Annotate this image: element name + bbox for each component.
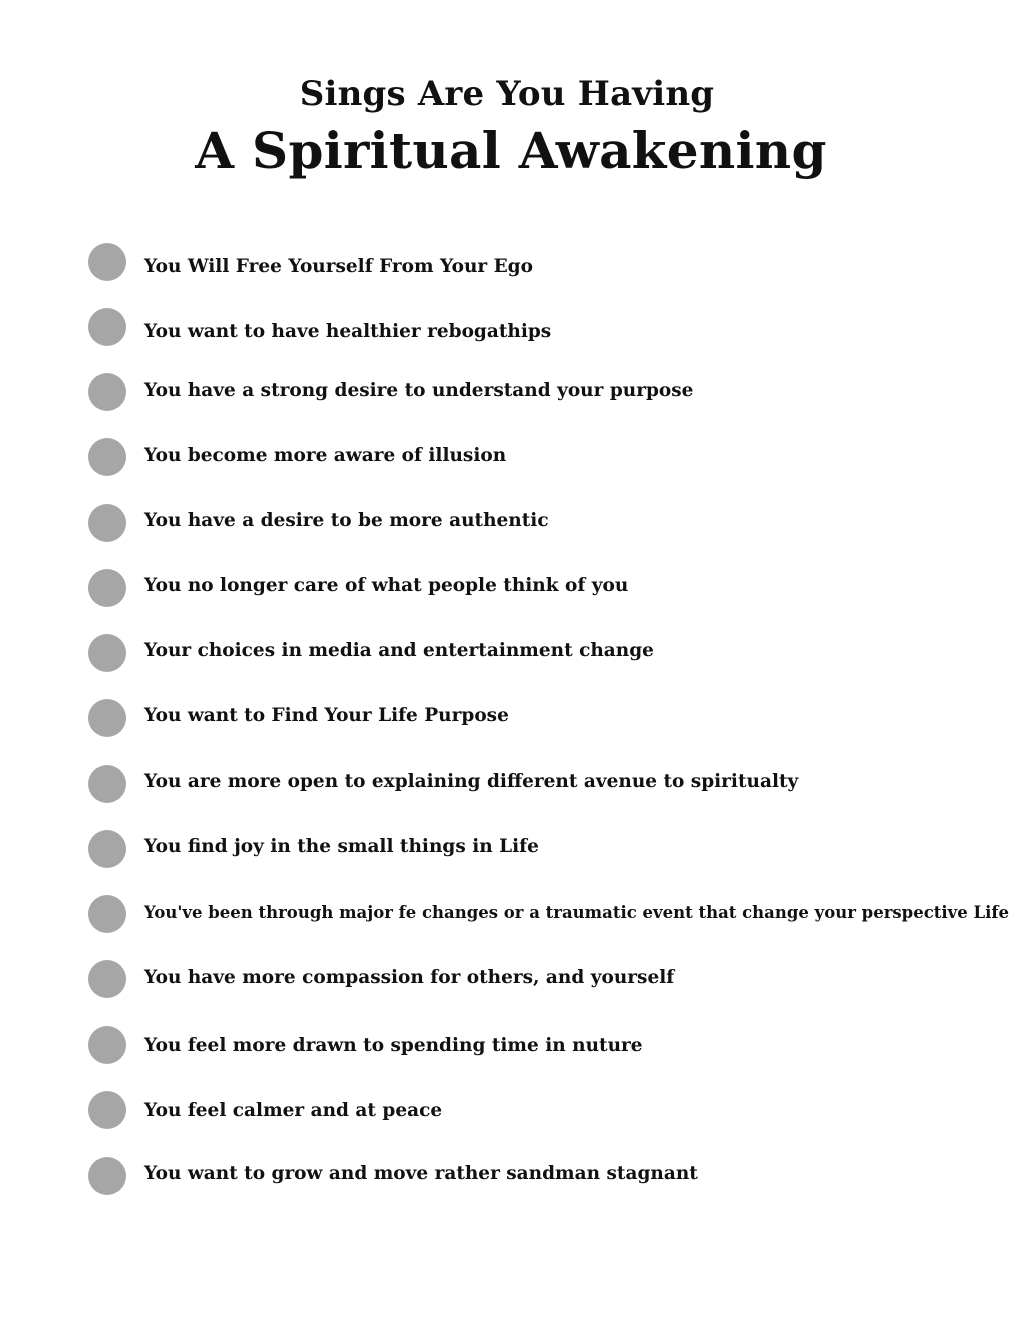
bullet-circle-icon (88, 1091, 126, 1129)
list-item-label: You feel more drawn to spending time in nuture (144, 1034, 643, 1056)
list-item-label: You want to Find Your Life Purpose (144, 704, 509, 726)
list-item (88, 243, 533, 281)
list-item (88, 504, 549, 542)
list-item (88, 438, 506, 476)
list-item-label: You have more compassion for others, and yourself (144, 966, 675, 988)
list-item-label: You want to have healthier rebogathips (144, 320, 552, 342)
bullet-circle-icon (88, 634, 126, 672)
list-item (88, 1026, 643, 1064)
list-item (88, 373, 693, 411)
bullet-circle-icon (88, 699, 126, 737)
list-item-label: You feel calmer and at peace (144, 1099, 443, 1121)
list-item (88, 569, 628, 607)
list-item-label: You've been through major fe changes or a traumatic event that change your perspective Life (144, 902, 1009, 922)
list-item-label: You are more open to explaining different avenue to spiritualty (144, 770, 799, 792)
page-title: A Spiritual Awakening (195, 121, 827, 180)
bullet-circle-icon (88, 438, 126, 476)
list-item (88, 895, 1009, 933)
list-item (88, 1157, 698, 1195)
list-item-label: You find joy in the small things in Life (144, 835, 539, 857)
bullet-circle-icon (88, 373, 126, 411)
list-item (88, 634, 654, 672)
list-item-label: You have a strong desire to understand your purpose (144, 379, 694, 401)
list-item (88, 830, 539, 868)
list-item-label: You have a desire to be more authentic (144, 509, 549, 531)
list-item-label: You want to grow and move rather sandman stagnant (144, 1162, 698, 1184)
bullet-circle-icon (88, 504, 126, 542)
list-item (88, 765, 798, 803)
bullet-circle-icon (88, 308, 126, 346)
list-item-label: You no longer care of what people think of you (144, 574, 629, 596)
bullet-circle-icon (88, 960, 126, 998)
bullet-circle-icon (88, 830, 126, 868)
bullet-circle-icon (88, 895, 126, 933)
list-item (88, 960, 674, 998)
list-item (88, 308, 551, 346)
list-item (88, 699, 509, 737)
bullet-circle-icon (88, 1157, 126, 1195)
list-item-label: Your choices in media and entertainment change (144, 639, 654, 661)
bullet-circle-icon (88, 569, 126, 607)
bullet-circle-icon (88, 765, 126, 803)
list-item (88, 1091, 442, 1129)
bullet-circle-icon (88, 1026, 126, 1064)
bullet-circle-icon (88, 243, 126, 281)
page-subtitle: Sings Are You Having (299, 74, 715, 114)
list-item-label: You become more aware of illusion (144, 444, 507, 466)
list-item-label: You Will Free Yourself From Your Ego (144, 255, 533, 277)
